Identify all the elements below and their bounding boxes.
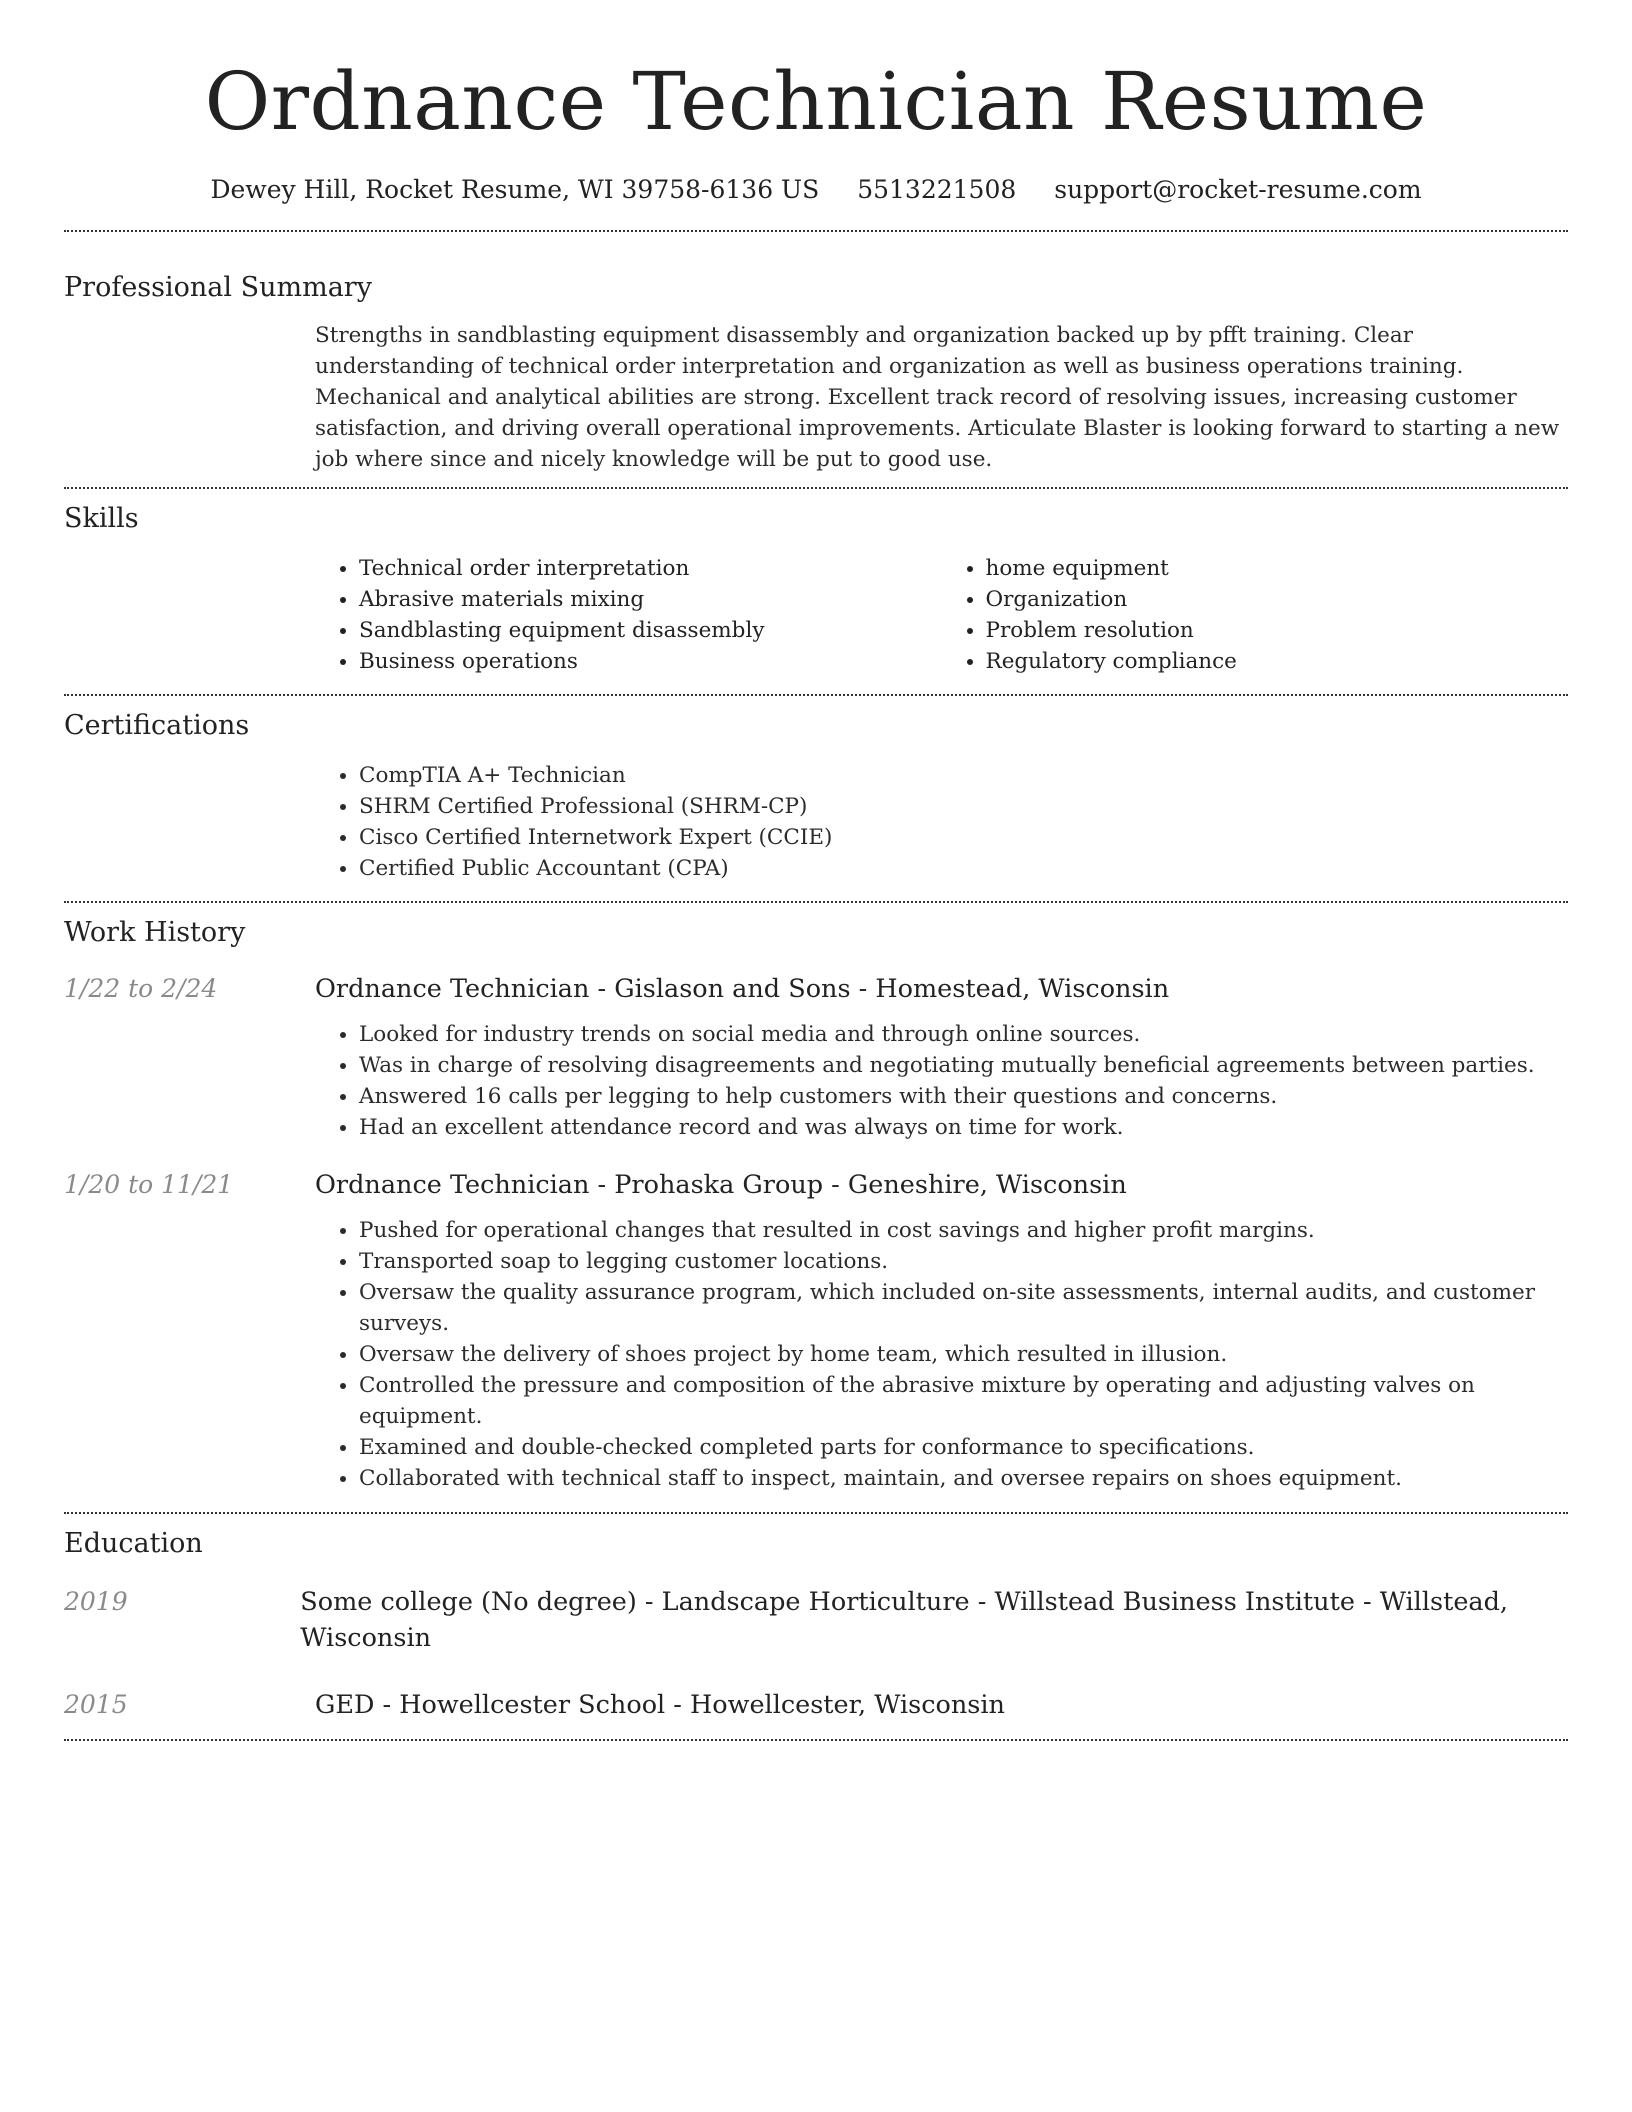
job-bullet: • Collaborated with technical staff to inspect, maintain, and oversee repairs on shoes equipment. <box>359 1463 1568 1494</box>
education-date: 2015 <box>64 1690 128 1719</box>
divider <box>64 694 1568 696</box>
contact-phone: 5513221508 <box>857 175 1017 204</box>
divider <box>64 487 1568 489</box>
certifications-list <box>315 760 1568 884</box>
skill-item: • Technical order interpretation <box>359 553 942 584</box>
certifications-block <box>315 760 1568 884</box>
job-bullet: • Was in charge of resolving disagreements and negotiating mutually beneficial agreements between parties. <box>359 1050 1568 1081</box>
education-entry <box>64 1584 1568 1656</box>
education-heading: Education <box>64 1528 203 1559</box>
skill-item: • Problem resolution <box>986 615 1569 646</box>
divider <box>64 230 1568 232</box>
certification-item: • Certified Public Accountant (CPA) <box>359 853 1568 884</box>
divider <box>64 901 1568 903</box>
job-date: 1/20 to 11/21 <box>64 1170 234 1199</box>
summary-heading: Professional Summary <box>64 272 372 303</box>
certification-item: • CompTIA A+ Technician <box>359 760 1568 791</box>
job-bullet: • Answered 16 calls per legging to help customers with their questions and concerns. <box>359 1081 1568 1112</box>
job-date: 1/22 to 2/24 <box>64 974 218 1003</box>
job-entry <box>64 1167 1568 1494</box>
job-title: Ordnance Technician - Prohaska Group - Geneshire, Wisconsin <box>315 1170 1127 1200</box>
job-bullet: • Oversaw the quality assurance program, which included on-site assessments, internal audits, and customer surveys. <box>359 1277 1568 1339</box>
job-bullet: • Examined and double-checked completed parts for conformance to specifications. <box>359 1432 1568 1463</box>
resume-title: Ordnance Technician Resume <box>204 55 1428 148</box>
job-header <box>64 971 1568 1007</box>
job-entry <box>64 971 1568 1143</box>
certifications-heading: Certifications <box>64 710 250 741</box>
divider <box>64 1739 1568 1741</box>
skill-item: • Abrasive materials mixing <box>359 584 942 615</box>
skills-list-right <box>942 553 1569 677</box>
job-bullet: • Transported soap to legging customer locations. <box>359 1246 1568 1277</box>
skills-heading: Skills <box>64 503 139 534</box>
skill-item: • Sandblasting equipment disassembly <box>359 615 942 646</box>
contact-email: support@rocket-resume.com <box>1054 175 1422 204</box>
job-bullets <box>315 1215 1568 1494</box>
certification-item: • Cisco Certified Internetwork Expert (CCIE) <box>359 822 1568 853</box>
job-header <box>64 1167 1568 1203</box>
skill-item: • Regulatory compliance <box>986 646 1569 677</box>
resume-page <box>64 0 1568 1741</box>
education-entry <box>64 1687 1568 1723</box>
job-bullets <box>315 1019 1568 1143</box>
job-bullet: • Looked for industry trends on social media and through online sources. <box>359 1019 1568 1050</box>
education-title: GED - Howellcester School - Howellcester, Wisconsin <box>315 1690 1005 1720</box>
skills-grid <box>315 553 1568 677</box>
skills-list-left <box>315 553 942 677</box>
contact-line <box>64 172 1568 208</box>
skill-item: • Business operations <box>359 646 942 677</box>
job-bullet: • Controlled the pressure and composition of the abrasive mixture by operating and adjusting valves on equipment. <box>359 1370 1568 1432</box>
skill-item: • Organization <box>986 584 1569 615</box>
education-title: Some college (No degree) - Landscape Horticulture - Willstead Business Institute - Willstead, Wisconsin <box>300 1587 1509 1653</box>
education-date: 2019 <box>64 1587 128 1616</box>
divider <box>64 1512 1568 1514</box>
work-heading: Work History <box>64 917 246 948</box>
contact-address: Dewey Hill, Rocket Resume, WI 39758-6136 US <box>210 175 820 204</box>
job-title: Ordnance Technician - Gislason and Sons - Homestead, Wisconsin <box>315 974 1170 1004</box>
job-bullet: • Pushed for operational changes that resulted in cost savings and higher profit margins. <box>359 1215 1568 1246</box>
job-bullet: • Oversaw the delivery of shoes project by home team, which resulted in illusion. <box>359 1339 1568 1370</box>
certification-item: • SHRM Certified Professional (SHRM-CP) <box>359 791 1568 822</box>
job-bullet: • Had an excellent attendance record and was always on time for work. <box>359 1112 1568 1143</box>
summary-text: Strengths in sandblasting equipment disassembly and organization backed up by pfft training. Clear understanding of technical order interpretation and organization as well as business operations training. Mechanical and analytical abilities are strong. Excellent track record of resolving issues, increasing customer satisfaction, and driving overall operational improvements. Articulate Blaster is looking forward to starting a new job where since and nicely knowledge will be put to good use. <box>315 323 1560 472</box>
skill-item: • home equipment <box>986 553 1569 584</box>
